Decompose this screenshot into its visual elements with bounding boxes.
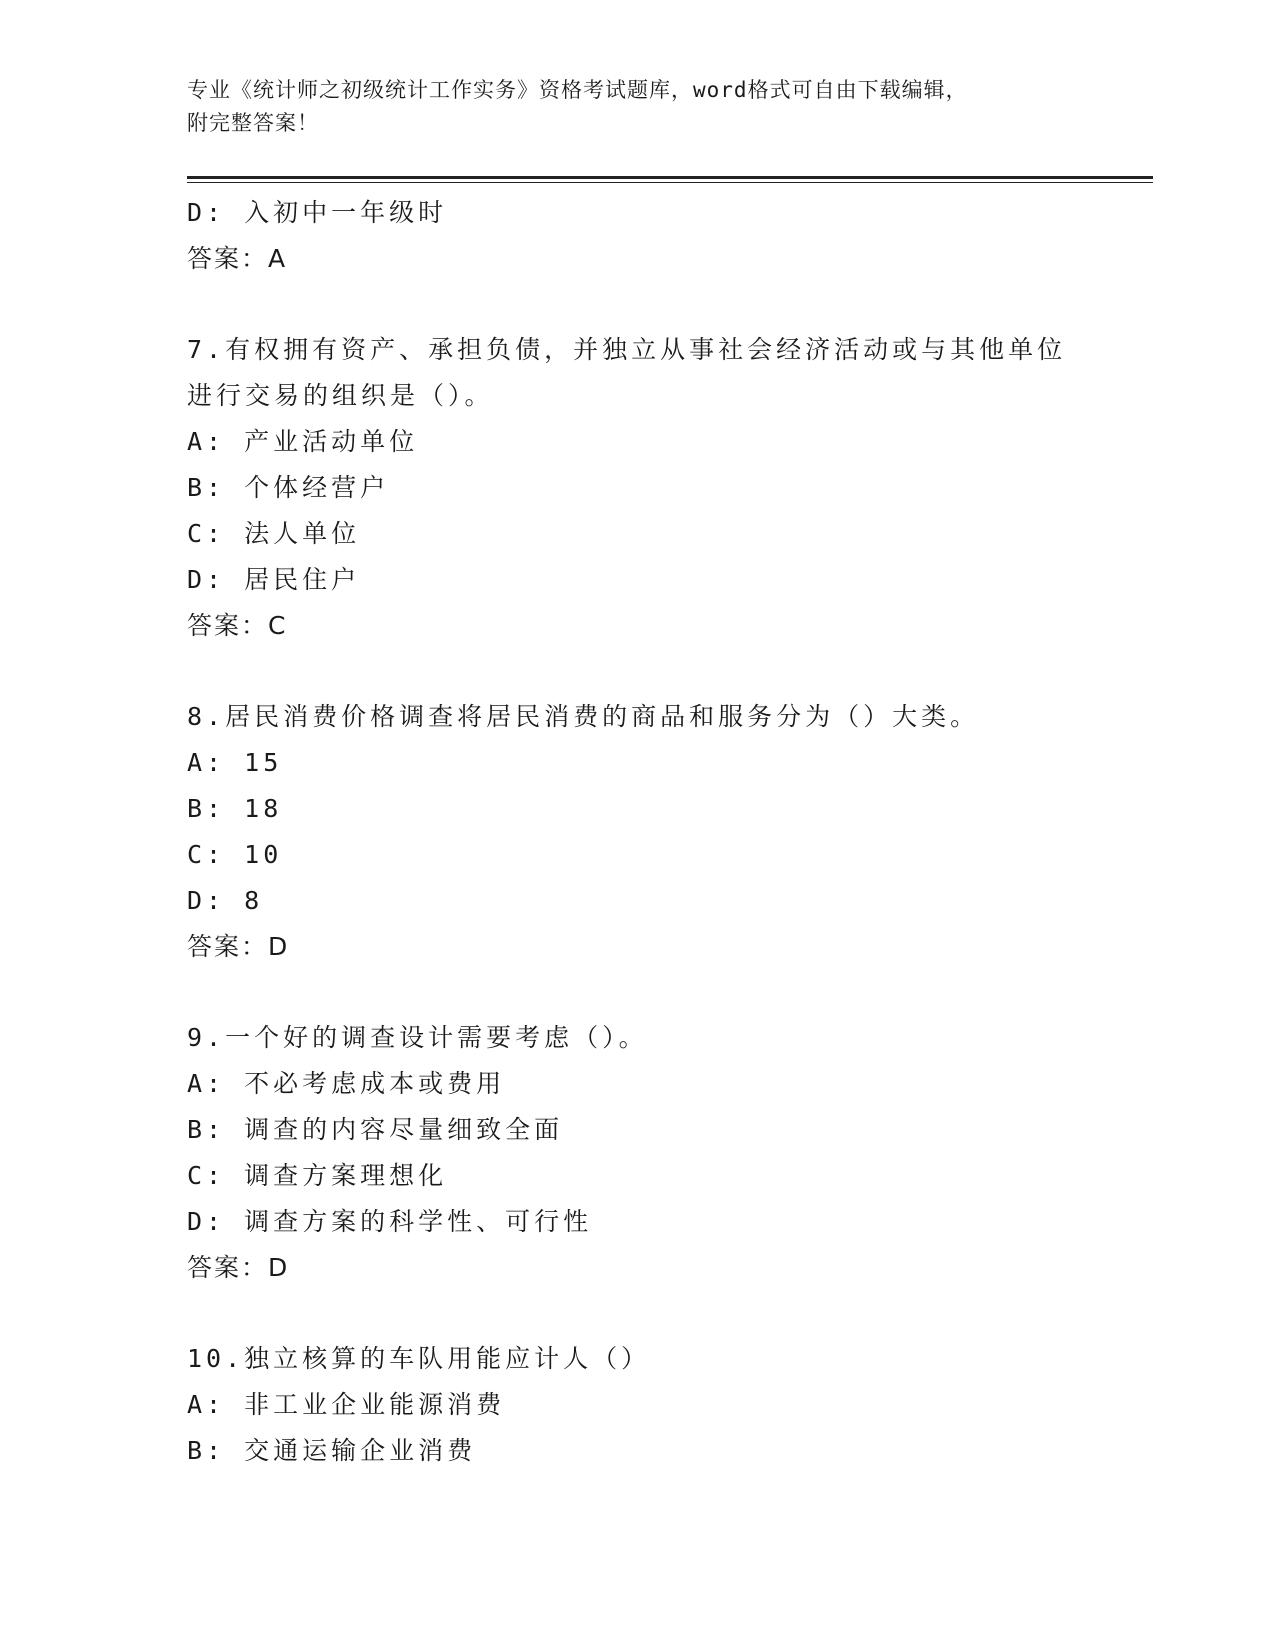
spacer [187, 649, 1087, 694]
header-rule-thick [187, 176, 1153, 179]
question-stem: 进行交易的组织是（）。 [187, 381, 494, 410]
answer: 答案：D [187, 1253, 290, 1282]
option-b: B: 交通运输企业消费 [187, 1436, 477, 1465]
option-a: A: 非工业企业能源消费 [187, 1390, 506, 1419]
option-b: B: 个体经营户 [187, 473, 390, 502]
option-b: B: 调查的内容尽量细致全面 [187, 1115, 564, 1144]
question-stem: 9.一个好的调查设计需要考虑（）。 [187, 1023, 648, 1052]
option-a: A: 产业活动单位 [187, 427, 419, 456]
spacer [187, 970, 1087, 1015]
spacer [187, 1291, 1087, 1336]
prev-option-d: D: 入初中一年级时 [187, 198, 448, 227]
question-stem: 8.居民消费价格调查将居民消费的商品和服务分为（）大类。 [187, 702, 980, 731]
header-line-2: 附完整答案！ [187, 111, 319, 135]
option-c: C: 法人单位 [187, 519, 361, 548]
option-d: D: 调查方案的科学性、可行性 [187, 1207, 593, 1236]
option-d: D: 8 [187, 886, 264, 915]
option-d: D: 居民住户 [187, 565, 361, 594]
question-8 [187, 694, 1087, 970]
answer: 答案：D [187, 932, 290, 961]
option-a: A: 15 [187, 748, 283, 777]
question-10 [187, 1336, 1087, 1474]
question-7 [187, 327, 1087, 649]
answer: 答案：C [187, 611, 288, 640]
question-stem: 7.有权拥有资产、承担负债，并独立从事社会经济活动或与其他单位 [187, 335, 1067, 364]
question-content [187, 190, 1087, 1474]
header-rule-thin [187, 182, 1153, 183]
question-9 [187, 1015, 1087, 1291]
prev-answer: 答案：A [187, 244, 288, 273]
page-header [187, 74, 1087, 140]
option-b: B: 18 [187, 794, 283, 823]
spacer [187, 282, 1087, 327]
option-c: C: 调查方案理想化 [187, 1161, 448, 1190]
option-a: A: 不必考虑成本或费用 [187, 1069, 506, 1098]
header-line-1: 专业《统计师之初级统计工作实务》资格考试题库，word格式可自由下载编辑， [187, 78, 968, 102]
option-c: C: 10 [187, 840, 283, 869]
question-stem: 10.独立核算的车队用能应计人（） [187, 1344, 651, 1373]
